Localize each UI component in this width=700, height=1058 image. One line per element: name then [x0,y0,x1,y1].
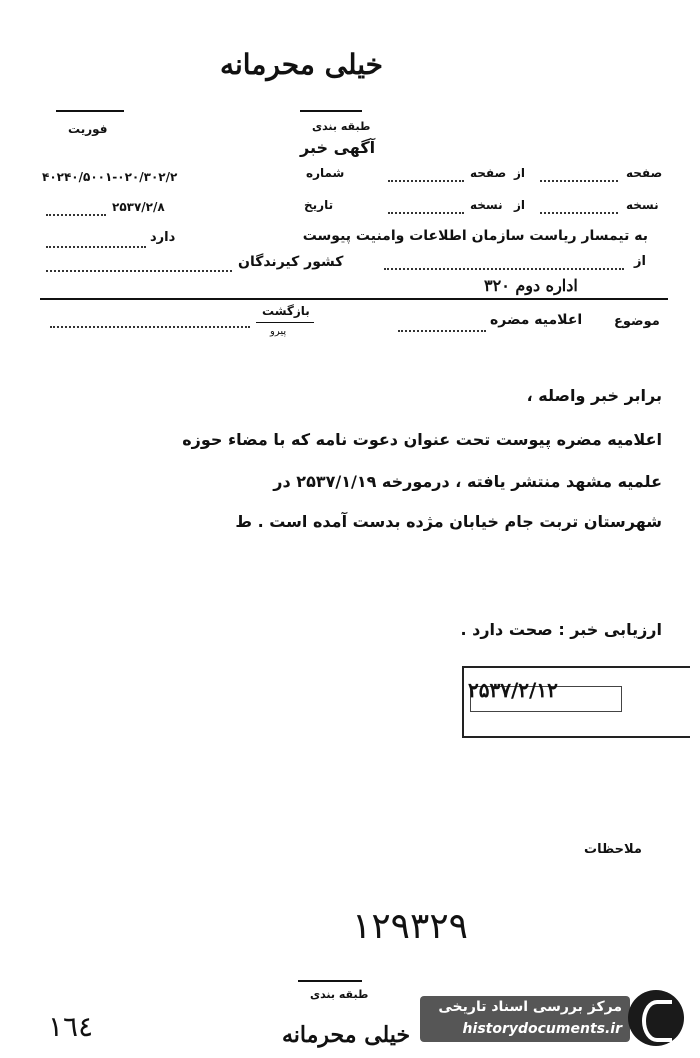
page-label: صفحه [626,166,663,180]
attachment-label: پیرو [270,326,287,337]
copy-label-2: نسخه [470,198,503,212]
from-line-leader [46,270,232,272]
body-line-2: اعلامیه مضره پیوست تحت عنوان دعوت نامه که با مضاء حوزه [182,430,662,449]
department-line: اداره دوم ۳۲۰ [484,276,578,295]
stamp-number: ۲۵۳۷/۲/۱۲ [468,678,558,702]
return-leader-line [50,326,250,328]
from-label-copy: از [514,198,526,212]
body-line-1: برابر خبر واصله ، [526,386,662,405]
return-label: بازگشت [262,304,310,318]
classification-label: طبقه بندی [312,120,371,133]
page-value-line [540,180,618,182]
archive-logo-icon [628,990,684,1046]
date-leader-line [46,214,106,216]
from-line-dots [384,268,624,270]
handwritten-number: ۱۲۹۳۲۹ [352,906,469,947]
date-value: ۲۵۳۷/۲/۸ [112,200,165,214]
body-line-4: شهرستان تربت جام خیابان مژده بدست آمده است . ط [235,512,662,531]
document-title: خیلی محرمانه [220,48,383,81]
subject-value: اعلامیه مضره [490,312,583,328]
receipt-stamp [462,666,690,738]
addressee-suffix: دارد [150,230,176,245]
number-value: ۴۰۲۴۰/۵۰۰۱-۰۲۰/۳۰۲/۲ [42,170,178,184]
number-label: شماره [306,166,345,180]
body-line-3: علمیه مشهد منتشر یافته ، درمورخه ۲۵۳۷/۱/۱۹ در [273,472,662,491]
urgency-label: فوریت [68,122,108,136]
from-label: از [514,166,526,180]
return-rule [256,322,314,323]
footer-title: خیلی محرمانه [282,1022,411,1048]
subject-label: موضوع [614,314,660,329]
from-line-value: کشور کیرندگان [238,254,344,270]
classification-rule [300,110,362,112]
copy-label: نسخه [626,198,659,212]
urgency-rule [56,110,124,112]
evaluation-line: ارزیابی خبر : صحت دارد . [460,620,662,639]
copy-value-line [540,212,618,214]
report-type: آگهی خبر [300,138,376,157]
watermark-url: historydocuments.ir [462,1021,622,1037]
footer-classification-rule [298,980,362,982]
watermark-title: مرکز بررسی اسناد تاریخی [438,999,622,1015]
addressee-leader-line [46,246,146,248]
date-label: تاریخ [304,198,334,212]
copy-total-line [388,212,464,214]
subject-leader-line [398,330,486,332]
page-label-2: صفحه [470,166,507,180]
header-divider [40,298,668,300]
footer-left-mark: ۱٦٤ [48,1010,94,1043]
remarks-label: ملاحظات [584,842,642,857]
addressee-line: به تیمسار ریاست سازمان اطلاعات وامنیت پیوست [302,228,648,244]
footer-classification-label: طبقه بندی [310,988,369,1001]
from-line-label: از [634,254,646,269]
page-total-line [388,180,464,182]
